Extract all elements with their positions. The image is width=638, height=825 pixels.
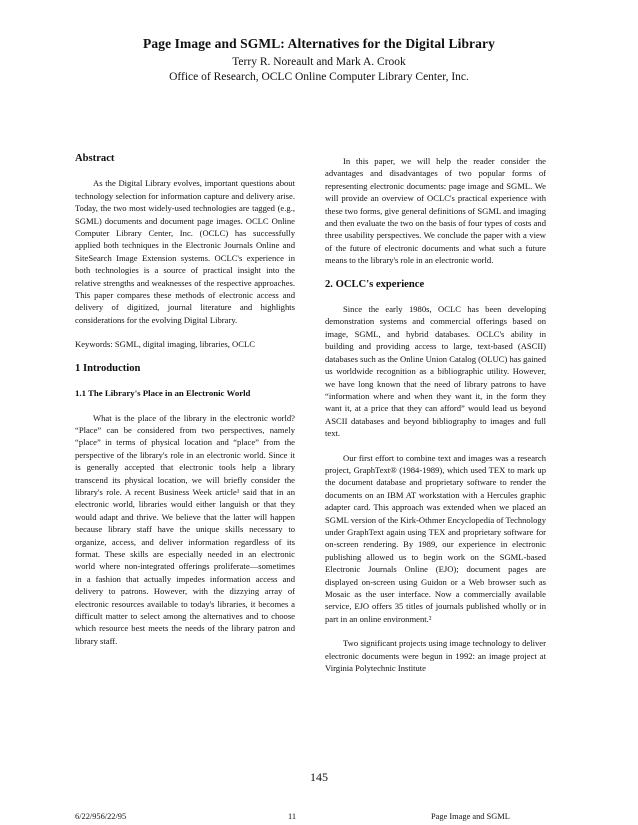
footer-running-title: Page Image and SGML <box>431 812 510 821</box>
section-2-paragraph-3: Two significant projects using image technology to deliver electronic documents were begun in 1992: an image project at Virginia Polytechnic Institute <box>325 638 546 674</box>
section-2-paragraph-2: Our first effort to combine text and images was a research project, GraphText® (1984-1989), which used TEX to mark up the document database and proprietary software to render the documents on an IBM AT workstation with a Hercules graphic adapter card. This approach was extended when we placed an SGML version of the Kirk-Othmer Encyclopedia of Technology under GraphText again using TEX and proprietary software for on-screen rendering. By 1989, our experience in electronic publishing allowed us to begin work on the SGML-based Electronic Journals Online (EJO); document pages are displayed on-screen using Guidon or a Web browser such as Mosaic as the user interface. Now a commercially available service, EJO offers 35 titles of journals published wholly or in part in an online environment.² <box>325 452 546 624</box>
keywords: Keywords: SGML, digital imaging, libraries, OCLC <box>75 339 255 350</box>
abstract-text: As the Digital Library evolves, important questions about technology selection for information capture and delivery arise. Today, the two most widely-used technologies are tagged (e.g., SGML) documents and document page images. OCLC Online Computer Library Center, Inc. (OCLC) has successfully applied both techniques in the Electronic Journals Online and SiteSearch Image Extension systems. OCLC's experience in both technologies is a source of practical insight into the relative strengths and weaknesses of the respective approaches. This paper compares these methods of electronic access and delivery of digitized, journal literature and highlights considerations for the evolving Digital Library. <box>75 178 295 325</box>
footer-page-index: 11 <box>288 812 297 821</box>
section-2-paragraph-1: Since the early 1980s, OCLC has been developing demonstration systems and commercial offerings based on image, SGML, and hybrid databases. OCLC's ability in building and providing access to large, text-based (ASCII) databases such as the Online Union Catalog (OLUC) has gained us worldwide recognition as a bibliographic utility. However, we have long known that the need of library patrons to have “information where and when they want it, in the form they want it, at a price that they can afford” would lead us beyond ASCII databases and beyond bibliography to images and full text. <box>325 304 546 439</box>
right-column <box>325 155 546 686</box>
subsection-1-1-heading: 1.1 The Library's Place in an Electronic World <box>75 388 251 399</box>
left-column <box>75 155 295 659</box>
introduction-text: What is the place of the library in the electronic world? “Place” can be considered from two perspectives, namely “place” in terms of physical location and “place” from the perspective of the library's role in an electronic world. Since it is generally accepted that electronic tools help a library transcend its physical location, we will briefly consider the library's role. A recent Business Week article¹ said that in an electronic world, libraries would either languish or that they would adapt and thrive. We believe that the latter will happen because library staff have the unique skills necessary to organize, access, and deliver information regardless of its format. These skills are especially needed in an electronic world where non-integrated offerings proliferate—sometimes in a fashion that actually impedes information access and delivery to patrons. However, with the dizzying array of electronic resources available to today's libraries, it becomes a difficult matter to select among the alternatives and to choose which resource best meets the needs of the library patron and library staff. <box>75 412 295 646</box>
intro-paragraph: In this paper, we will help the reader consider the advantages and disadvantages of two popular forms of representing electronic documents: page image and SGML. We will provide an overview of OCLC's practical experience with these two forms, give general definitions of SGML and imaging and then evaluate the two on the basis of four types of costs and three usability perspectives. We conclude the paper with a view of the future of electronic documents and what such a future means to the library's role in an electronic world. <box>325 156 546 266</box>
footer-date: 6/22/956/22/95 <box>75 812 127 821</box>
section-2-heading: 2. OCLC's experience <box>325 278 425 290</box>
section-1-heading: 1 Introduction <box>75 362 141 374</box>
page-number: 145 <box>310 770 328 784</box>
paper-authors: Terry R. Noreault and Mark A. Crook <box>232 56 406 68</box>
abstract-heading: Abstract <box>75 153 115 164</box>
paper-title: Page Image and SGML: Alternatives for the Digital Library <box>143 36 495 51</box>
paper-affiliation: Office of Research, OCLC Online Computer Library Center, Inc. <box>169 71 469 83</box>
